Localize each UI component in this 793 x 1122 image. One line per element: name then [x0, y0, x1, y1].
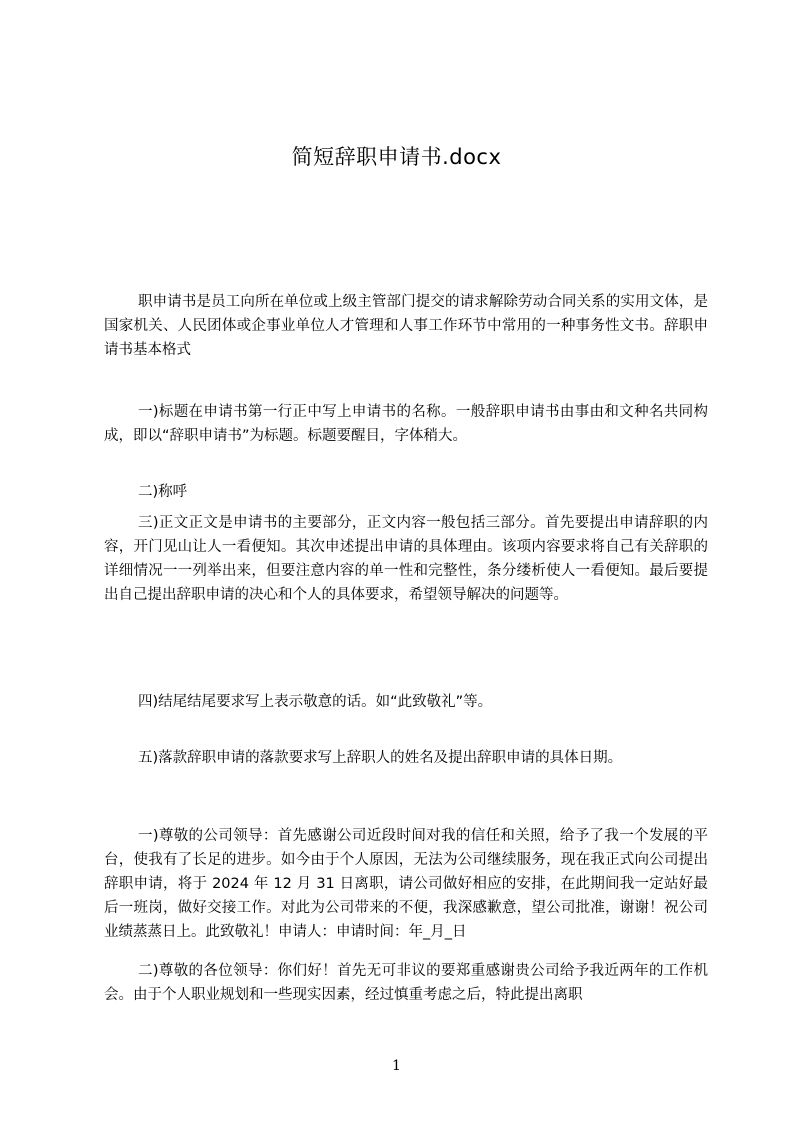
paragraph-title-format: 一)标题在申请书第一行正中写上申请书的名称。一般辞职申请书由事由和文种名共同构成，即以“辞职申请书”为标题。标题要醒目，字体稍大。 — [104, 404, 708, 444]
paragraph-intro: 职申请书是员工向所在单位或上级主管部门提交的请求解除劳动合同关系的实用文体，是国家机关、人民团体或企事业单位人才管理和人事工作环节中常用的一种事务性文书。辞职申请书基本格式 — [104, 294, 708, 358]
paragraph-sample-letter-1: 一)尊敬的公司领导：首先感谢公司近段时间对我的信任和关照，给予了我一个发展的平台，使我有了长足的进步。如今由于个人原因，无法为公司继续服务，现在我正式向公司提出辞职申请，将于 2024 年 12 月 31 日离职，请公司做好相应的安排，在此期间我一定站好最后一班岗，做好交接工作。对此为公司带来的不便，我深感歉意，望公司批准，谢谢！祝公司业绩蒸蒸日上。此致敬礼！申请人：申请时间：年_月_日 — [104, 828, 708, 940]
paragraph-salutation: 二)称呼 — [138, 484, 188, 500]
paragraph-body-format: 三)正文正文是申请书的主要部分，正文内容一般包括三部分。首先要提出申请辞职的内容，开门见山让人一看便知。其次申述提出申请的具体理由。该项内容要求将自己有关辞职的详细情况一一列举出来，但要注意内容的单一性和完整性，条分缕析使人一看便知。最后要提出自己提出辞职申请的决心和个人的具体要求，希望领导解决的问题等。 — [104, 515, 708, 603]
paragraph-sample-letter-2: 二)尊敬的各位领导：你们好！首先无可非议的要郑重感谢贵公司给予我近两年的工作机会。由于个人职业规划和一些现实因素，经过慎重考虑之后，特此提出离职 — [104, 963, 708, 1003]
paragraph-signature-format: 五)落款辞职申请的落款要求写上辞职人的姓名及提出辞职申请的具体日期。 — [138, 750, 623, 766]
document-title: 简短辞职申请书.docx — [291, 145, 502, 169]
paragraph-closing-format: 四)结尾结尾要求写上表示敬意的话。如“此致敬礼”等。 — [138, 694, 493, 710]
page-number: 1 — [392, 1058, 401, 1074]
